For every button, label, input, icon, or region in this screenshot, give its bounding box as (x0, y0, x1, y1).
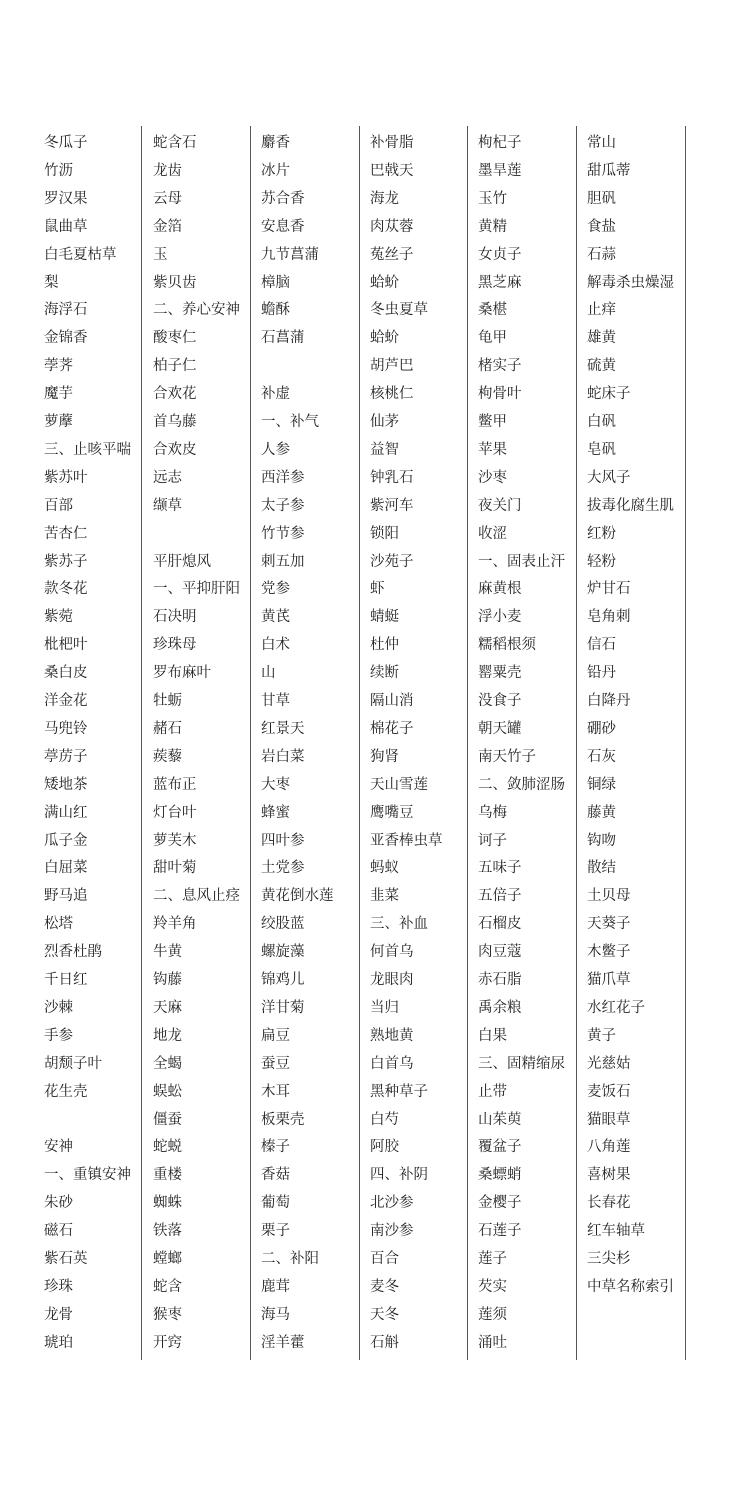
index-entry: 皂角刺 (587, 609, 631, 625)
index-entry: 珍珠母 (153, 637, 197, 653)
index-entry: 百合 (370, 1251, 399, 1267)
index-entry: 浮小麦 (478, 609, 522, 625)
index-entry: 天冬 (370, 1307, 399, 1323)
index-entry: 桑螵蛸 (478, 1167, 522, 1183)
index-entry: 墨旱莲 (478, 163, 522, 179)
index-entry: 枸骨叶 (478, 386, 522, 402)
index-entry: 白果 (478, 1028, 507, 1044)
index-entry: 僵蚕 (153, 1112, 182, 1128)
index-entry: 竹节参 (261, 526, 305, 542)
index-entry: 海浮石 (44, 302, 88, 318)
index-entry: 铁落 (153, 1223, 182, 1239)
index-entry: 铅丹 (587, 665, 616, 681)
index-entry: 苦杏仁 (44, 526, 88, 542)
index-entry: 黑芝麻 (478, 275, 522, 291)
index-entry: 葶苈子 (44, 749, 88, 765)
index-entry: 满山红 (44, 805, 88, 821)
index-entry: 缬草 (153, 498, 182, 514)
index-entry: 肉豆蔻 (478, 944, 522, 960)
index-entry: 沙苑子 (370, 554, 414, 570)
index-entry: 魔芋 (44, 386, 73, 402)
index-entry: 诃子 (478, 833, 507, 849)
index-entry: 石蒜 (587, 247, 616, 263)
index-entry: 洋金花 (44, 693, 88, 709)
index-entry: 炉甘石 (587, 581, 631, 597)
index-entry: 续断 (370, 665, 399, 681)
index-entry: 款冬花 (44, 581, 88, 597)
index-entry: 鼠曲草 (44, 219, 88, 235)
index-entry: 板栗壳 (261, 1112, 305, 1128)
index-entry: 野马追 (44, 888, 88, 904)
index-entry: 蓝布正 (153, 777, 197, 793)
index-entry: 白降丹 (587, 693, 631, 709)
index-entry: 三尖杉 (587, 1251, 631, 1267)
index-entry: 合欢皮 (153, 442, 197, 458)
index-entry: 首乌藤 (153, 414, 197, 430)
index-entry: 桑白皮 (44, 665, 88, 681)
index-entry: 钩吻 (587, 833, 616, 849)
index-entry: 合欢花 (153, 386, 197, 402)
index-entry: 猴枣 (153, 1307, 182, 1323)
index-entry: 石灰 (587, 749, 616, 765)
index-entry: 罗汉果 (44, 191, 88, 207)
index-entry: 百部 (44, 498, 73, 514)
index-entry: 云母 (153, 191, 182, 207)
index-entry: 蜂蜜 (261, 805, 290, 821)
index-entry: 仙茅 (370, 414, 399, 430)
index-entry: 甘草 (261, 693, 290, 709)
column-divider (685, 126, 686, 1360)
index-entry: 枇杷叶 (44, 637, 88, 653)
index-entry: 禹余粮 (478, 1000, 522, 1016)
index-entry: 八角莲 (587, 1139, 631, 1155)
index-entry: 一、固表止汗 (478, 554, 565, 570)
index-entry: 锁阳 (370, 526, 399, 542)
index-entry: 白芍 (370, 1112, 399, 1128)
index-entry: 蜈蚣 (153, 1084, 182, 1100)
index-entry: 夜关门 (478, 498, 522, 514)
index-entry: 金樱子 (478, 1195, 522, 1211)
index-entry: 阿胶 (370, 1139, 399, 1155)
index-entry: 罗布麻叶 (153, 665, 211, 681)
index-entry: 赭石 (153, 721, 182, 737)
index-entry: 蛤蚧 (370, 330, 399, 346)
index-entry: 安神 (44, 1139, 73, 1155)
index-entry: 石榴皮 (478, 916, 522, 932)
index-entry: 白毛夏枯草 (44, 247, 117, 263)
index-entry: 中草名称索引 (587, 1279, 674, 1295)
index-entry: 沙棘 (44, 1000, 73, 1016)
index-entry: 龙齿 (153, 163, 182, 179)
index-entry: 棉花子 (370, 721, 414, 737)
index-entry: 钟乳石 (370, 470, 414, 486)
index-entry: 沙枣 (478, 470, 507, 486)
index-entry: 苏合香 (261, 191, 305, 207)
index-entry: 千日红 (44, 972, 88, 988)
index-entry: 地龙 (153, 1028, 182, 1044)
index-entry: 何首乌 (370, 944, 414, 960)
index-entry: 莲须 (478, 1307, 507, 1323)
index-entry: 榛子 (261, 1139, 290, 1155)
index-entry: 蟾酥 (261, 302, 290, 318)
index-entry: 止带 (478, 1084, 507, 1100)
index-entry: 白屈菜 (44, 860, 88, 876)
index-entry: 轻粉 (587, 554, 616, 570)
index-entry: 二、息风止痉 (153, 888, 240, 904)
index-entry: 天麻 (153, 1000, 182, 1016)
index-entry: 芡实 (478, 1279, 507, 1295)
index-entry: 铜绿 (587, 777, 616, 793)
index-entry: 北沙参 (370, 1195, 414, 1211)
index-entry: 红景天 (261, 721, 305, 737)
index-entry: 虾 (370, 581, 385, 597)
index-entry: 梨 (44, 275, 59, 291)
index-entry: 人参 (261, 442, 290, 458)
index-entry: 萝藦 (44, 414, 73, 430)
index-entry: 楮实子 (478, 358, 522, 374)
index-entry: 灯台叶 (153, 805, 197, 821)
index-entry: 马兜铃 (44, 721, 88, 737)
index-entry: 胡颓子叶 (44, 1056, 102, 1072)
column-divider (359, 126, 360, 1360)
index-entry: 鹿茸 (261, 1279, 290, 1295)
index-entry: 扁豆 (261, 1028, 290, 1044)
index-entry: 肉苁蓉 (370, 219, 414, 235)
index-entry: 石菖蒲 (261, 330, 305, 346)
index-entry: 酸枣仁 (153, 330, 197, 346)
index-entry: 白首乌 (370, 1056, 414, 1072)
column-divider (576, 126, 577, 1360)
index-entry: 五倍子 (478, 888, 522, 904)
index-entry: 手参 (44, 1028, 73, 1044)
index-entry: 没食子 (478, 693, 522, 709)
column-divider (250, 126, 251, 1360)
index-entry: 金箔 (153, 219, 182, 235)
index-entry: 桑椹 (478, 302, 507, 318)
index-entry: 糯稻根须 (478, 637, 536, 653)
index-entry: 萝芙木 (153, 833, 197, 849)
index-entry: 二、敛肺涩肠 (478, 777, 565, 793)
index-entry: 松塔 (44, 916, 73, 932)
index-entry: 胡芦巴 (370, 358, 414, 374)
index-entry: 山 (261, 665, 276, 681)
index-entry: 朝天罐 (478, 721, 522, 737)
index-entry: 胆矾 (587, 191, 616, 207)
index-entry: 罂粟壳 (478, 665, 522, 681)
index-entry: 三、止咳平喘 (44, 442, 131, 458)
index-entry: 巴戟天 (370, 163, 414, 179)
index-entry: 一、重镇安神 (44, 1167, 131, 1183)
index-entry: 紫石英 (44, 1251, 88, 1267)
index-entry: 琥珀 (44, 1335, 73, 1351)
index-entry: 光慈姑 (587, 1056, 631, 1072)
index-entry: 玉竹 (478, 191, 507, 207)
index-entry: 天山雪莲 (370, 777, 428, 793)
index-entry: 远志 (153, 470, 182, 486)
index-entry: 石决明 (153, 609, 197, 625)
index-entry: 苹果 (478, 442, 507, 458)
index-entry: 木鳖子 (587, 944, 631, 960)
index-entry: 收涩 (478, 526, 507, 542)
index-entry: 土贝母 (587, 888, 631, 904)
index-entry: 太子参 (261, 498, 305, 514)
index-entry: 瓜子金 (44, 833, 88, 849)
index-entry: 木耳 (261, 1084, 290, 1100)
index-entry: 韭菜 (370, 888, 399, 904)
index-entry: 四叶参 (261, 833, 305, 849)
index-entry: 蛇含石 (153, 135, 197, 151)
index-entry: 珍珠 (44, 1279, 73, 1295)
index-entry: 乌梅 (478, 805, 507, 821)
index-entry: 土党参 (261, 860, 305, 876)
index-entry: 枸杞子 (478, 135, 522, 151)
index-entry: 散结 (587, 860, 616, 876)
index-entry: 信石 (587, 637, 616, 653)
index-entry: 常山 (587, 135, 616, 151)
index-entry: 九节菖蒲 (261, 247, 319, 263)
index-entry: 锦鸡儿 (261, 972, 305, 988)
index-entry: 栗子 (261, 1223, 290, 1239)
index-entry: 香菇 (261, 1167, 290, 1183)
index-entry: 鳖甲 (478, 414, 507, 430)
index-entry: 重楼 (153, 1167, 182, 1183)
index-entry: 一、补气 (261, 414, 319, 430)
index-entry: 柏子仁 (153, 358, 197, 374)
index-entry: 紫河车 (370, 498, 414, 514)
index-entry: 涌吐 (478, 1335, 507, 1351)
index-entry: 甜叶菊 (153, 860, 197, 876)
index-entry: 白矾 (587, 414, 616, 430)
index-entry: 紫苏子 (44, 554, 88, 570)
index-entry: 亚香棒虫草 (370, 833, 443, 849)
index-entry: 大风子 (587, 470, 631, 486)
index-entry: 烈香杜鹃 (44, 944, 102, 960)
index-entry: 杜仲 (370, 637, 399, 653)
index-entry: 金锦香 (44, 330, 88, 346)
index-entry: 绞股蓝 (261, 916, 305, 932)
index-entry: 硫黄 (587, 358, 616, 374)
index-entry: 玉 (153, 247, 168, 263)
index-entry: 石莲子 (478, 1223, 522, 1239)
index-entry: 益智 (370, 442, 399, 458)
index-entry: 白术 (261, 637, 290, 653)
index-entry: 二、养心安神 (153, 302, 240, 318)
index-entry: 开窍 (153, 1335, 182, 1351)
index-entry: 黄子 (587, 1028, 616, 1044)
index-entry: 洋甘菊 (261, 1000, 305, 1016)
index-entry: 紫苏叶 (44, 470, 88, 486)
index-entry: 隔山消 (370, 693, 414, 709)
index-entry: 止痒 (587, 302, 616, 318)
index-entry: 朱砂 (44, 1195, 73, 1211)
index-entry: 安息香 (261, 219, 305, 235)
index-entry: 红车轴草 (587, 1223, 645, 1239)
index-entry: 龙眼肉 (370, 972, 414, 988)
index-entry: 甜瓜蒂 (587, 163, 631, 179)
index-entry: 牡蛎 (153, 693, 182, 709)
index-entry: 蚕豆 (261, 1056, 290, 1072)
index-entry: 赤石脂 (478, 972, 522, 988)
index-entry: 龟甲 (478, 330, 507, 346)
index-entry: 菟丝子 (370, 247, 414, 263)
index-entry: 蜘蛛 (153, 1195, 182, 1211)
index-entry: 麦饭石 (587, 1084, 631, 1100)
index-entry: 三、固精缩尿 (478, 1056, 565, 1072)
index-entry: 荸荠 (44, 358, 73, 374)
index-entry: 猫眼草 (587, 1112, 631, 1128)
index-entry: 猫爪草 (587, 972, 631, 988)
index-entry: 紫贝齿 (153, 275, 197, 291)
index-entry: 黄芪 (261, 609, 290, 625)
index-entry: 冰片 (261, 163, 290, 179)
index-entry: 刺五加 (261, 554, 305, 570)
index-entry: 矮地茶 (44, 777, 88, 793)
index-entry: 全蝎 (153, 1056, 182, 1072)
index-entry: 羚羊角 (153, 916, 197, 932)
index-entry: 蛤蚧 (370, 275, 399, 291)
index-entry: 牛黄 (153, 944, 182, 960)
index-entry: 麝香 (261, 135, 290, 151)
index-entry: 喜树果 (587, 1167, 631, 1183)
index-entry: 蛇床子 (587, 386, 631, 402)
index-entry: 当归 (370, 1000, 399, 1016)
index-entry: 蒺藜 (153, 749, 182, 765)
index-entry: 钩藤 (153, 972, 182, 988)
index-entry: 冬瓜子 (44, 135, 88, 151)
index-entry: 雄黄 (587, 330, 616, 346)
index-entry: 蚂蚁 (370, 860, 399, 876)
index-entry: 黄精 (478, 219, 507, 235)
index-entry: 解毒杀虫燥湿 (587, 275, 674, 291)
index-entry: 一、平抑肝阳 (153, 581, 240, 597)
column-divider (141, 126, 142, 1360)
index-entry: 大枣 (261, 777, 290, 793)
index-entry: 皂矾 (587, 442, 616, 458)
index-entry: 黄花倒水莲 (261, 888, 334, 904)
index-entry: 补虚 (261, 386, 290, 402)
index-entry: 食盐 (587, 219, 616, 235)
column-divider (467, 126, 468, 1360)
index-entry: 藤黄 (587, 805, 616, 821)
index-entry: 螺旋藻 (261, 944, 305, 960)
index-entry: 南沙参 (370, 1223, 414, 1239)
index-entry: 淫羊藿 (261, 1335, 305, 1351)
index-entry: 覆盆子 (478, 1139, 522, 1155)
index-entry: 天葵子 (587, 916, 631, 932)
index-entry: 核桃仁 (370, 386, 414, 402)
index-entry: 平肝熄风 (153, 554, 211, 570)
index-entry: 南天竹子 (478, 749, 536, 765)
index-entry: 冬虫夏草 (370, 302, 428, 318)
index-entry: 石斛 (370, 1335, 399, 1351)
index-entry: 红粉 (587, 526, 616, 542)
index-entry: 五味子 (478, 860, 522, 876)
index-entry: 麦冬 (370, 1279, 399, 1295)
index-entry: 竹沥 (44, 163, 73, 179)
index-entry: 螳螂 (153, 1251, 182, 1267)
index-entry: 三、补血 (370, 916, 428, 932)
index-entry: 蜻蜓 (370, 609, 399, 625)
index-entry: 蛇蜕 (153, 1139, 182, 1155)
index-entry: 女贞子 (478, 247, 522, 263)
index-entry: 海龙 (370, 191, 399, 207)
index-entry: 岩白菜 (261, 749, 305, 765)
index-entry: 黑种草子 (370, 1084, 428, 1100)
index-entry: 山茱萸 (478, 1112, 522, 1128)
index-entry: 党参 (261, 581, 290, 597)
index-entry: 紫菀 (44, 609, 73, 625)
index-entry: 樟脑 (261, 275, 290, 291)
index-entry: 狗肾 (370, 749, 399, 765)
index-entry: 硼砂 (587, 721, 616, 737)
index-entry: 鹰嘴豆 (370, 805, 414, 821)
index-entry: 麻黄根 (478, 581, 522, 597)
index-entry: 拔毒化腐生肌 (587, 498, 674, 514)
index-entry: 四、补阴 (370, 1167, 428, 1183)
index-entry: 莲子 (478, 1251, 507, 1267)
index-entry: 熟地黄 (370, 1028, 414, 1044)
index-entry: 海马 (261, 1307, 290, 1323)
index-entry: 磁石 (44, 1223, 73, 1239)
index-entry: 二、补阳 (261, 1251, 319, 1267)
index-entry: 西洋参 (261, 470, 305, 486)
index-entry: 花生壳 (44, 1084, 88, 1100)
index-entry: 水红花子 (587, 1000, 645, 1016)
index-entry: 长春花 (587, 1195, 631, 1211)
index-entry: 葡萄 (261, 1195, 290, 1211)
index-entry: 蛇含 (153, 1279, 182, 1295)
index-entry: 龙骨 (44, 1307, 73, 1323)
index-entry: 补骨脂 (370, 135, 414, 151)
